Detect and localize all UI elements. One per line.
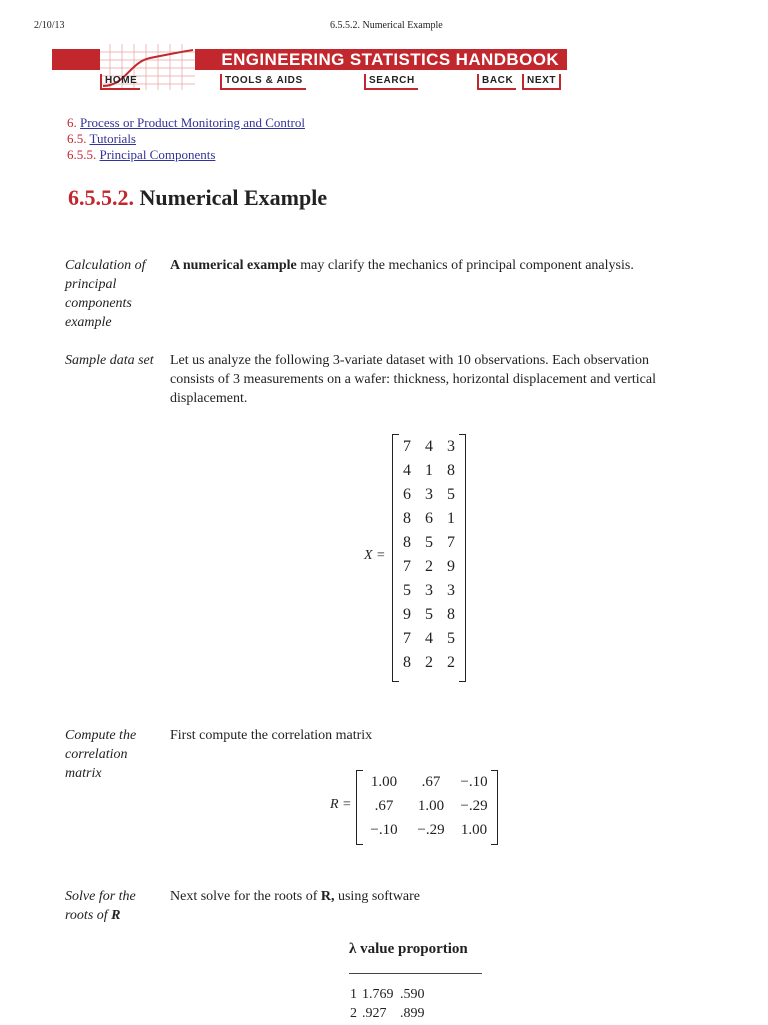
matrix-r-cell: −.29 xyxy=(417,822,445,838)
search-button[interactable]: SEARCH xyxy=(364,74,418,90)
matrix-x-cell: 2 xyxy=(425,558,433,575)
banner-title: ENGINEERING STATISTICS HANDBOOK xyxy=(221,50,559,69)
matrix-r-cell: −.10 xyxy=(460,774,488,790)
tools-aids-button[interactable]: TOOLS & AIDS xyxy=(220,74,306,90)
matrix-x-cell: 9 xyxy=(447,558,455,575)
matrix-x-cell: 3 xyxy=(425,486,433,503)
side-label-calc: Calculation of principal components example xyxy=(65,258,146,330)
matrix-r-cells xyxy=(356,770,498,842)
matrix-x-cell: 3 xyxy=(425,582,433,599)
breadcrumb-link[interactable]: Process or Product Monitoring and Control xyxy=(80,115,305,130)
calc-text: A numerical example may clarify the mechanics of principal component analysis. xyxy=(170,258,634,273)
matrix-x-cell: 4 xyxy=(425,438,433,455)
matrix-x-cell: 8 xyxy=(447,462,455,479)
matrix-x-cell: 8 xyxy=(447,606,455,623)
matrix-x-cell: 6 xyxy=(403,486,411,503)
breadcrumb-link[interactable]: Principal Components xyxy=(99,147,216,162)
table-row xyxy=(350,987,440,1006)
left-bracket xyxy=(392,434,399,682)
matrix-x-cell: 3 xyxy=(447,582,455,599)
right-bracket xyxy=(491,770,498,845)
matrix-r-cell: 1.00 xyxy=(370,774,398,790)
page-title xyxy=(68,185,327,211)
right-bracket xyxy=(459,434,466,682)
matrix-x-cell: 1 xyxy=(447,510,455,527)
matrix-x-cell: 7 xyxy=(403,630,411,647)
matrix-r-cell: 1.00 xyxy=(417,798,445,814)
lambda-table-header: λ value proportion xyxy=(349,941,468,957)
table-cell: 1.769 xyxy=(362,987,394,1002)
breadcrumb-item: 6.5. Tutorials xyxy=(67,131,136,146)
matrix-x-cell: 7 xyxy=(447,534,455,551)
matrix-r-cell: −.10 xyxy=(370,822,398,838)
matrix-x-cell: 5 xyxy=(447,630,455,647)
matrix-r-cell: −.29 xyxy=(460,798,488,814)
matrix-x-cell: 8 xyxy=(403,510,411,527)
matrix-x-cell: 1 xyxy=(425,462,433,479)
breadcrumb xyxy=(67,115,305,163)
matrix-x-cell: 5 xyxy=(403,582,411,599)
print-date: 2/10/13 xyxy=(34,20,65,31)
side-label-sample: Sample data set xyxy=(65,353,154,368)
left-bracket xyxy=(356,770,363,845)
sample-text: Let us analyze the following 3-variate dataset with 10 observations. Each observation consists of 3 measurements on a wafer: thickness, horizontal displacement and vertical displacement. xyxy=(170,353,656,406)
matrix-x-cell: 9 xyxy=(403,606,411,623)
matrix-x-cell: 8 xyxy=(403,534,411,551)
page-title-number: 6.5.5.2. xyxy=(68,185,134,210)
matrix-x-cell: 6 xyxy=(425,510,433,527)
matrix-r xyxy=(356,770,498,845)
page-title-text: Numerical Example xyxy=(139,185,328,210)
side-label-roots: Solve for the roots of R xyxy=(65,889,136,923)
matrix-x-cell: 5 xyxy=(447,486,455,503)
matrix-x-cell: 3 xyxy=(447,438,455,455)
matrix-x-cell: 7 xyxy=(403,558,411,575)
table-cell: 2 xyxy=(350,1006,357,1021)
breadcrumb-link[interactable]: Tutorials xyxy=(89,131,136,146)
print-page-title: 6.5.5.2. Numerical Example xyxy=(330,20,443,31)
matrix-r-label: R = xyxy=(330,797,352,812)
handbook-banner xyxy=(52,49,567,89)
roots-text: Next solve for the roots of R, using software xyxy=(170,889,421,904)
table-cell: .590 xyxy=(400,987,425,1002)
next-button[interactable]: NEXT xyxy=(522,74,561,90)
breadcrumb-item: 6. Process or Product Monitoring and Control xyxy=(67,115,305,130)
back-button[interactable]: BACK xyxy=(477,74,516,90)
matrix-r-cell: .67 xyxy=(374,798,394,814)
matrix-x-cell: 8 xyxy=(403,654,411,671)
matrix-x-label: X = xyxy=(364,548,386,563)
table-cell: 1 xyxy=(350,987,357,1002)
corr-text: First compute the correlation matrix xyxy=(170,728,373,743)
matrix-x-cells xyxy=(392,434,466,676)
home-button[interactable]: HOME xyxy=(100,74,140,90)
table-cell: .899 xyxy=(400,1006,425,1021)
matrix-x-cell: 5 xyxy=(425,606,433,623)
lambda-table-rule xyxy=(349,973,482,974)
matrix-x-cell: 4 xyxy=(425,630,433,647)
breadcrumb-item: 6.5.5. Principal Components xyxy=(67,147,216,162)
matrix-x-cell: 7 xyxy=(403,438,411,455)
matrix-x-cell: 2 xyxy=(447,654,455,671)
matrix-x xyxy=(392,434,466,682)
matrix-x-cell: 2 xyxy=(425,654,433,671)
matrix-x-cell: 5 xyxy=(425,534,433,551)
lambda-table-body xyxy=(350,987,440,1025)
matrix-r-cell: .67 xyxy=(421,774,441,790)
side-label-corr: Compute the correlation matrix xyxy=(65,728,137,781)
table-cell: .927 xyxy=(362,1006,387,1021)
table-row xyxy=(350,1006,440,1025)
matrix-r-cell: 1.00 xyxy=(460,822,488,838)
matrix-x-cell: 4 xyxy=(403,462,411,479)
